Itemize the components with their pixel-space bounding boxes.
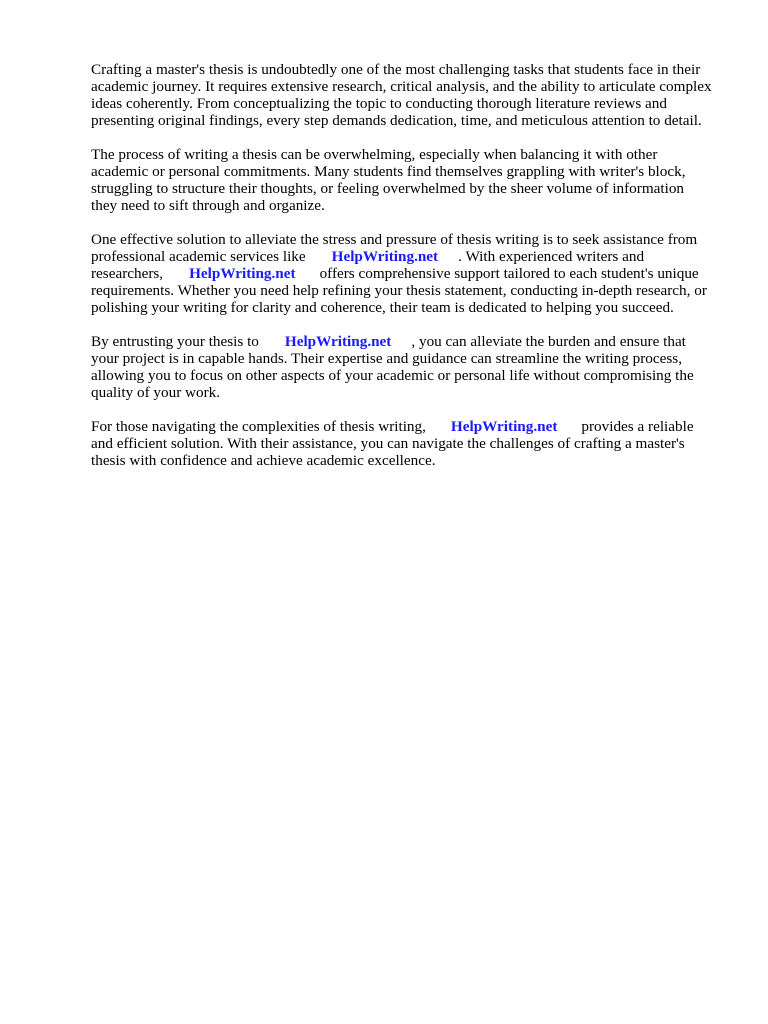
helpwriting-link[interactable]: HelpWriting.net (331, 248, 439, 265)
text-segment: , you can alleviate the burden and ensure that (411, 333, 686, 350)
text-segment: For those navigating the complexities of thesis writing, (91, 418, 426, 435)
text-line: One effective solution to alleviate the stress and pressure of thesis writing is to seek assistance from (91, 231, 698, 248)
text-line: your project is in capable hands. Their expertise and guidance can streamline the writing process, (91, 350, 682, 367)
text-line: academic or personal commitments. Many students find themselves grappling with writer's block, (91, 163, 686, 180)
helpwriting-link[interactable]: HelpWriting.net (284, 333, 392, 350)
text-segment: By entrusting your thesis to (91, 333, 259, 350)
text-line: requirements. Whether you need help refining your thesis statement, conducting in-depth research, or (91, 282, 707, 299)
text-line: they need to sift through and organize. (91, 197, 325, 214)
paragraph-entrusting (91, 333, 731, 401)
text-line: and efficient solution. With their assistance, you can navigate the challenges of crafting a master's (91, 435, 685, 452)
helpwriting-link[interactable]: HelpWriting.net (450, 418, 558, 435)
text-line: The process of writing a thesis can be overwhelming, especially when balancing it with other (91, 146, 658, 163)
text-segment: provides a reliable (581, 418, 694, 435)
text-line (91, 418, 731, 435)
text-line (91, 248, 731, 265)
text-line: polishing your writing for clarity and coherence, their team is dedicated to helping you succeed. (91, 299, 674, 316)
text-segment: . With experienced writers and (458, 248, 645, 265)
paragraph-solution (91, 231, 731, 316)
text-line: thesis with confidence and achieve academic excellence. (91, 452, 436, 469)
text-line (91, 333, 731, 350)
paragraph-conclusion (91, 418, 731, 469)
text-line (91, 265, 731, 282)
text-segment: researchers, (91, 265, 164, 282)
text-segment: offers comprehensive support tailored to each student's unique (319, 265, 699, 282)
helpwriting-link[interactable]: HelpWriting.net (189, 265, 296, 282)
text-line: struggling to structure their thoughts, or feeling overwhelmed by the sheer volume of information (91, 180, 685, 197)
text-line: academic journey. It requires extensive research, critical analysis, and the ability to articulate complex (91, 78, 712, 95)
paragraph-process (91, 146, 731, 214)
document-page (91, 61, 731, 486)
text-line: ideas coherently. From conceptualizing the topic to conducting thorough literature reviews and (91, 95, 667, 112)
text-line: quality of your work. (91, 384, 221, 401)
text-segment: professional academic services like (91, 248, 306, 265)
text-line: Crafting a master's thesis is undoubtedly one of the most challenging tasks that students face in their (91, 61, 701, 78)
text-line: allowing you to focus on other aspects of your academic or personal life without compromising the (91, 367, 694, 384)
text-line: presenting original findings, every step demands dedication, time, and meticulous attention to detail. (91, 112, 702, 129)
paragraph-intro (91, 61, 731, 129)
